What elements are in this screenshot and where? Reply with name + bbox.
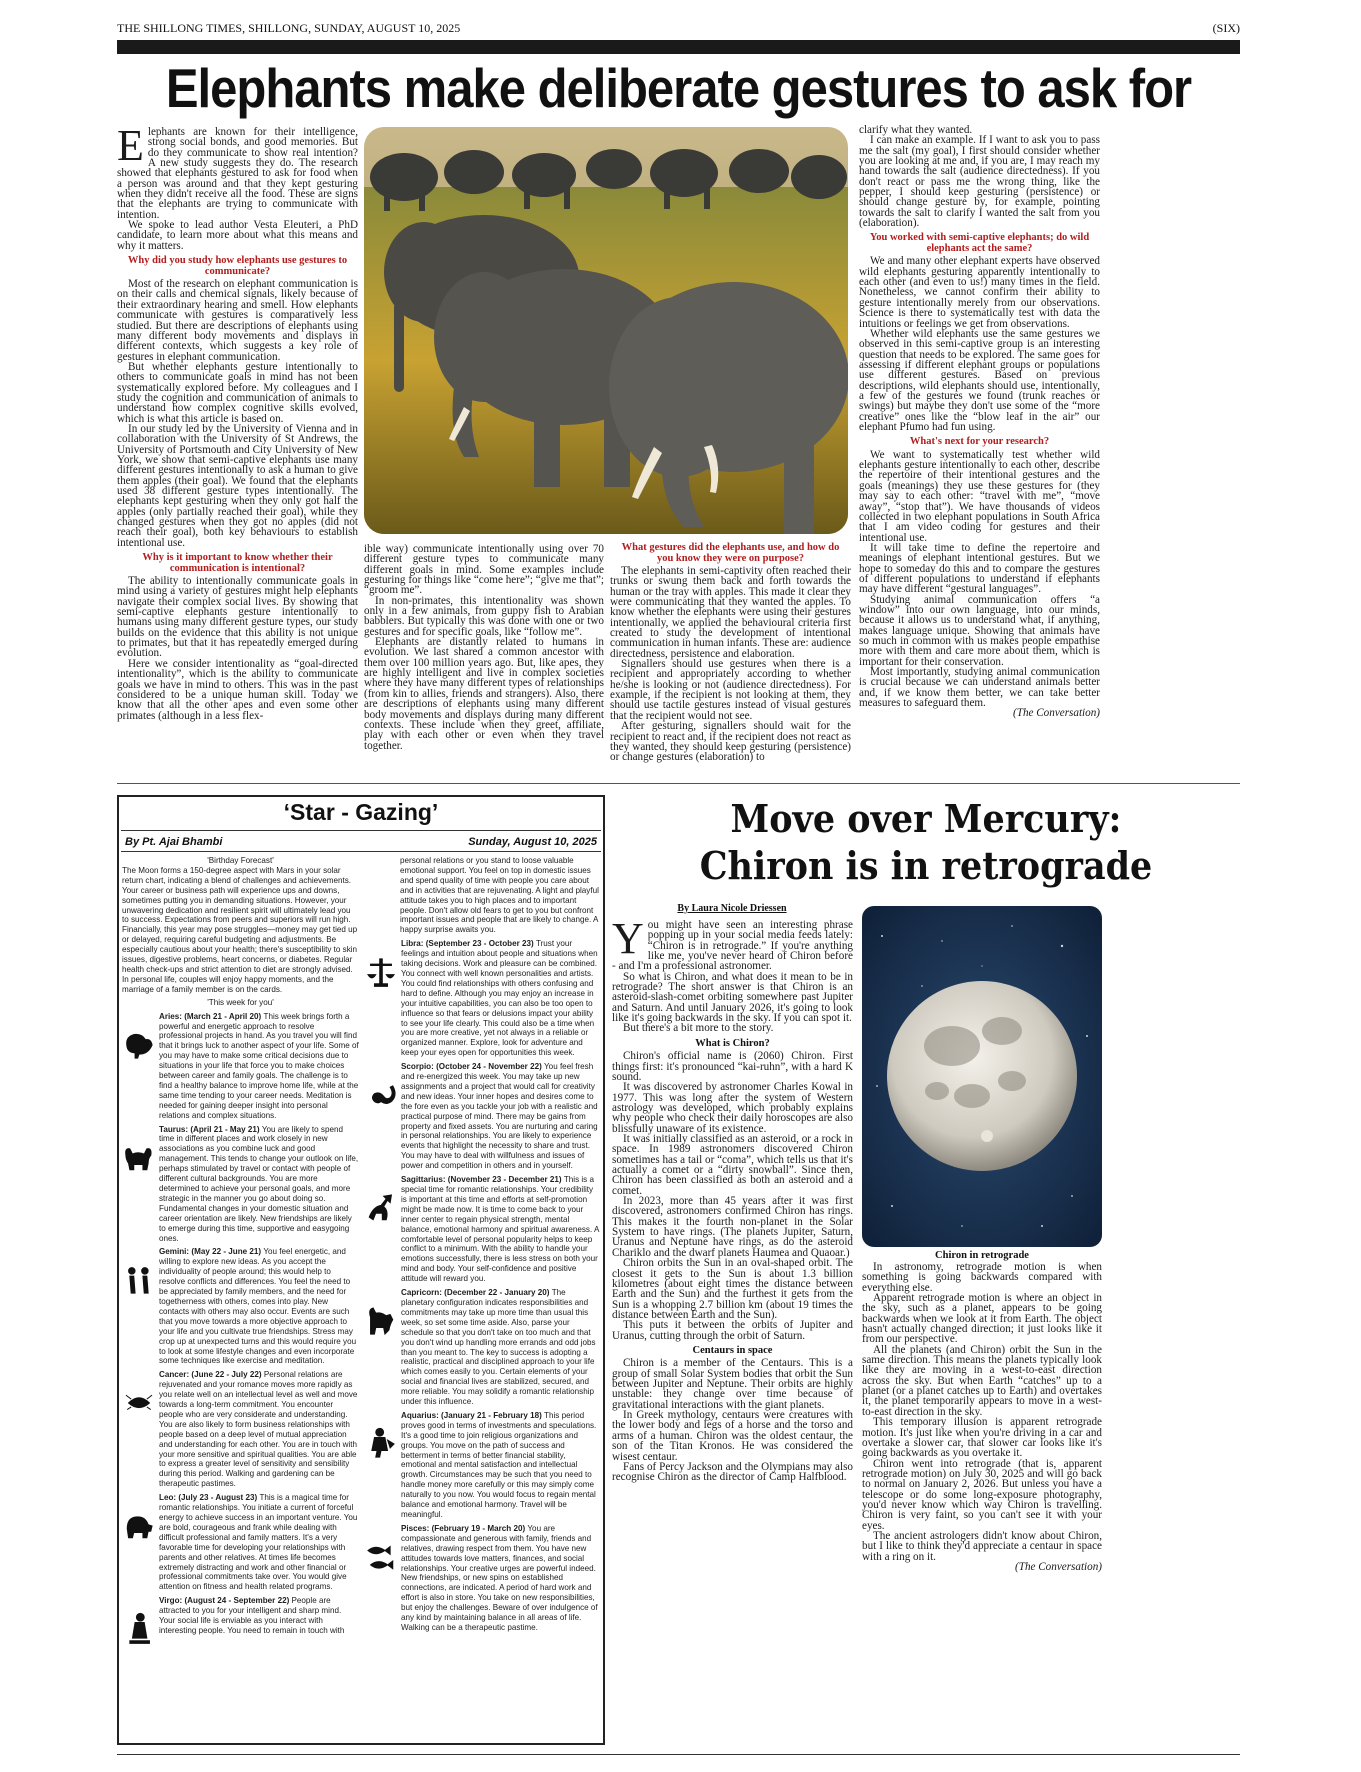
paragraph: Apparent retrograde motion is where an object in the sky, such as a planet, appears to be going backwards when we look at it from Earth. The object hasn't actually changed direction; it just looks like it from our perspective. xyxy=(862,1292,1102,1346)
paragraph: Most of the research on elephant communication is on their calls and chemical signals, likely because of their extraordinary hearing and smell. How elephants communicate with gestures is comparatively less studied. But there are descriptions of elephants using many different body movements and displays in different contexts, which suggests a key role of gestures in elephant communication. xyxy=(117,278,358,363)
horoscope-entry xyxy=(364,1175,600,1284)
horoscope-text: Cancer: (June 22 - July 22) Personal relations are rejuvenated and your romance moves more rapidly as you relate well on an intellectual level as well and move towards a long-term commitment. You encounter people who are very considerate and understanding. You are also likely to form business relationships with people based on a deep level of mutual appreciation and understanding for each other. You are in touch with your more sensitive and spiritual qualities. You are able to express a greater level of sensitivity and sensibility during this period. Walking and gardening can be therapeutic pastimes. xyxy=(159,1370,358,1489)
horoscope-text: Aquarius: (January 21 - February 18) This period proves good in terms of investments and speculations. It's a good time to join religious organizations and groups. You move on the path of success and betterment in terms of better financial stability, emotional and mental satisfaction and intellectual growth. Circumstances may be such that you need to handle money more carefully or this may simply come naturally to you now. You would focus to regain mental balance and emotional harmony. Travel will be meaningful. xyxy=(401,1410,597,1519)
headline-line-1: Move over Mercury: xyxy=(730,796,1122,841)
paragraph: It was discovered by astronomer Charles Kowal in 1977. This was long after the system of Western astrology was developed, which probably explains why people who check their daily horoscopes are also blissfully unaware of its existence. xyxy=(612,1081,853,1135)
paragraph: It will take time to define the repertoire and meanings of elephant intentional gestures. But we hope to someday do this and to compare the gestures of different populations to understand if elephants may have different “gestural languages”. xyxy=(859,541,1100,596)
week-heading: 'This week for you' xyxy=(207,997,274,1007)
article-credit: (The Conversation) xyxy=(1013,707,1100,720)
horoscope-entry xyxy=(122,1125,359,1244)
paragraph: In astronomy, retrograde motion is when something is going backwards compared with everything else. xyxy=(862,1262,1102,1294)
sign-name: Capricorn: (December 22 - January 20) xyxy=(401,1288,552,1298)
horoscope-entry xyxy=(364,1062,600,1171)
horoscope-text: Scorpio: (October 24 - November 22) You feel fresh and re-energized this week. You may take up new assignments and a project that would call for creativity and new ideas. Your inner hopes and desires come to the fore even as you tackle your job with a realistic and practical purpose of mind. There may be gains from property and fixed assets. You are nurturing and caring in personal relationships. You are likely to experience events that highlight the necessity to share and trust. You may have to deal with willfulness and issues of power and competition in others and in yourself. xyxy=(401,1062,598,1171)
sign-name: Aquarius: (January 21 - February 18) xyxy=(401,1410,545,1420)
stargazing-author: By Pt. Ajai Bhambi xyxy=(125,836,223,848)
subheading: Centaurs in space xyxy=(692,1344,773,1356)
paragraph: But there's a bit more to the story. xyxy=(623,1022,774,1035)
sign-name: Leo: (July 23 - August 23) xyxy=(159,1493,260,1503)
drop-cap: Y xyxy=(612,920,644,963)
page-number: (SIX) xyxy=(1212,21,1240,35)
paragraph: All the planets (and Chiron) orbit the Sun in the same direction. This means the planets typically look like they are moving in a west-to-east direction across the sky. But when Earth “catches” up to a planet (or a planet catches up to Earth) and overtakes it, the planet temporarily appears to move in a west-to-east direction in the sky. xyxy=(862,1343,1102,1418)
page-bottom-rule xyxy=(117,1754,1240,1755)
horoscope-text: Libra: (September 23 - October 23) Trust your feelings and intuition about people and situations when taking decisions. Work and pleasure can be combined. You connect with well known personalities and artists. You could find relationships with others confusing and hard to define. Although you may enjoy an increase in your intuitive capabilities, you can also be too open to influence so that fears or delusions impact your ability to see your life clearly. This could also be a time when you are more creative, yet not always in a reliable or organized manner. Explore, look for adventure and keep your eyes open for opportunities this week. xyxy=(401,939,598,1058)
paragraph: Here we consider intentionality as “goal-directed intentionality”, which is the ability to communicate goals we have in mind to others. This was in the past considered to be a unique human skill. Today we know that all the other apes and even some other primates (although in a less flex- xyxy=(117,657,358,722)
article-column-2 xyxy=(364,544,604,775)
paragraph: In non-primates, this intentionality was shown only in a few animals, from guppy fish to Arabian babblers. But typically this was done with one or two gestures and for specific goals, like “follow me”. xyxy=(364,594,604,638)
continued-text: personal relations or you stand to loose valuable emotional support. You feel on top in domestic issues and spend quality of time with people you care about and in activities that are rejuvenating. A light and playful attitude takes you to high places and to important people. Don't allow old fears to get to you but confront important issues and people that are likely to change. A happy surprise awaits you. xyxy=(400,856,599,935)
stargazing-title: ‘Star - Gazing’ xyxy=(283,799,439,825)
paragraph: Chiron's official name is (2060) Chiron. First things first: it's pronounced “kai-ruhn”, with a hard K sound. xyxy=(612,1050,853,1083)
article-column-4 xyxy=(859,125,1100,775)
moon-photo xyxy=(862,906,1102,1247)
drop-cap: E xyxy=(117,127,144,170)
subheading: You worked with semi-captive elephants; do wild elephants act the same? xyxy=(869,232,1090,254)
paragraph: Chiron went into retrograde (that is, apparent retrograde motion) on July 30, 2025 and will go back to normal on January 2, 2026. But unless you have a telescope or do some long-exposure photography, you'd never know which way Chiron is travelling. Chiron is very faint, so you can't see it with your eyes. xyxy=(862,1457,1102,1532)
paragraph: It was initially classified as an asteroid, or a rock in space. In 1989 astronomers discovered Chiron sometimes has a tail or “coma”, which tells us that it's actually a comet or a “dirty snowball”. Since then, Chiron has been classified as both an asteroid and a comet. xyxy=(612,1133,853,1197)
horoscope-text: Capricorn: (December 22 - January 20) The planetary configuration indicates responsibilities and commitments may take up more time than usual this week, so set some time aside. Also, parse your schedule so that you don't take on too much and that you don't wind up handling more errands and odd jobs than you meant to. The key to success is adopting a realistic, practical and disciplined approach to your life which comes easily to you. Certain elements of your social and financial lives are stabilized, secured, and more reliable. You may solidify a romantic relationship under this influence. xyxy=(401,1288,596,1407)
paragraph: But whether elephants gesture intentionally to others to communicate goals in mind has not been systematically explored before. My colleagues and I study the cognition and communication of animals to understand how complex cognitive skills evolved, which is what this article is based on. xyxy=(117,360,358,425)
sign-name: Libra: (September 23 - October 23) xyxy=(401,939,536,949)
moon-illustration xyxy=(862,906,1102,1247)
paragraph: Chiron orbits the Sun in an oval-shaped orbit. The closest it gets to the Sun is about 1.3 billion kilometres (about eight times the distance between Earth and the Sun) and the furthest it gets from the Sun is a whopping 2.7 billion km (about 19 times the distance between Earth and the Sun). xyxy=(612,1257,853,1321)
horoscope-entry xyxy=(364,1411,600,1520)
horoscope-entry xyxy=(364,1288,600,1407)
horoscope-entry xyxy=(122,1012,359,1121)
article-column-1 xyxy=(117,127,358,775)
sign-name: Cancer: (June 22 - July 22) xyxy=(159,1370,264,1380)
horoscope-entry xyxy=(364,1524,600,1633)
horoscope-column-2 xyxy=(364,856,600,1742)
paragraph: ou might have seen an interesting phrase popping up in your social media feeds lately: “Chiron is in retrograde.” If you're anything like me, you've never heard of Chiron before - and I'm a professional astronomer. xyxy=(612,920,853,973)
paragraph: This temporary illusion is apparent retrograde motion. It's just like when you're driving in a car and overtake a slower car, that slower car looks like it's going backwards as you overtake it. xyxy=(862,1416,1102,1460)
divider xyxy=(121,830,601,831)
horoscope-text: Gemini: (May 22 - June 21) You feel energetic, and willing to explore new ideas. As you accept the individuality of people around; this would help to resolve conflicts and differences. You feel the need to be appreciated by family members, and the need for togetherness with others, comes into play. New contacts with others may also occur. Events are such that you move towards a more objective approach to your life and you cultivate true friendships. Stress may crop up at unexpected turns and this would require you to look at some lifestyle changes and even incorporate some techniques like exercise and meditation. xyxy=(159,1247,357,1366)
article-column-3 xyxy=(610,538,851,775)
horoscope-text: Leo: (July 23 - August 23) This is a magical time for romantic relationships. You initiate a current of forceful energy to achieve success in an important venture. You are bold, courageous and frank while dealing with difficult professional and family matters. It's a very favorable time for developing your relationships with parents and other relatives. At times life becomes extremely distracting and work and other financial or professional commitments take over. You would give attention on fitness and health related programs. xyxy=(159,1493,358,1592)
sign-list xyxy=(364,939,600,1633)
fish-icon xyxy=(364,1540,398,1574)
sign-name: Pisces: (February 19 - March 20) xyxy=(401,1523,528,1533)
paragraph: After gesturing, signallers should wait for the recipient to react and, if the recipient does not react as they wanted, they should keep gesturing (persistence) or change gestures (elaboration) to xyxy=(610,720,851,764)
headline-line-2: Chiron is in retrograde xyxy=(699,843,1153,888)
paragraph: We spoke to lead author Vesta Eleuteri, a PhD candidate, to learn more about what this means and why it matters. xyxy=(117,219,358,252)
paragraph: The elephants in semi-captivity often reached their trunks or swung them back and forth towards the human or the tray with apples. This made it clear they were communicating that they wanted the apples. To know whether the elephants were using their gestures intentionally, we applied the behavioural criteria first created to study the development of intentional communication in human infants. These are: audience directedness, persistence and elaboration. xyxy=(610,565,851,660)
chiron-column-2 xyxy=(862,1262,1102,1747)
header-date-line: THE SHILLONG TIMES, SHILLONG, SUNDAY, AUGUST 10, 2025 xyxy=(117,21,461,35)
sign-name: Taurus: (April 21 - May 21) xyxy=(159,1124,262,1134)
main-headline: Elephants make deliberate gestures to ask for xyxy=(165,58,1192,120)
paragraph: In 2023, more than 45 years after it was first discovered, astronomers confirmed Chiron has rings. This makes it the fourth non-planet in the Solar System to have rings. (The planets Jupiter, Saturn, Uranus and Neptune have rings, as do the asteroid Chariklo and the dwarf planets Haumea and Quaoar.) xyxy=(612,1195,853,1259)
sign-list xyxy=(122,1012,359,1647)
horoscope-entry xyxy=(122,1493,359,1592)
paragraph: Whether wild elephants use the same gestures we observed in this semi-captive group is an interesting question that needs to be explored. The same goes for assessing if different elephant groups or populations use different gestures. Based on previous descriptions, wild elephants should use, intentionally, a few of the gestures we found (trunk reaches or swings) but maybe they don't use some of the “more creative” ones like the “blow leaf in the air” our elephant Pfumo had fun using. xyxy=(859,327,1100,433)
divider xyxy=(121,851,601,852)
horoscope-text: Virgo: (August 24 - September 22) People are attracted to you for your intelligent and sharp mind. Your social life is enviable as you interact with interesting people. You need to remain in touch with xyxy=(159,1596,345,1635)
paragraph: Fans of Percy Jackson and the Olympians may also recognise Chiron as the director of Camp Halfblood. xyxy=(612,1460,853,1484)
subheading: Why did you study how elephants use gestures to communicate? xyxy=(127,255,348,277)
lion-icon xyxy=(122,1509,156,1543)
sign-name: Aries: (March 21 - April 20) xyxy=(159,1011,264,1021)
bull-icon xyxy=(122,1141,156,1175)
virgin-icon xyxy=(122,1612,156,1646)
paragraph: This puts it between the orbits of Jupiter and Uranus, cutting through the orbit of Saturn. xyxy=(612,1319,853,1342)
subheading: Why is it important to know whether their communication is intentional? xyxy=(142,552,333,574)
sign-name: Sagittarius: (November 23 - December 21) xyxy=(401,1175,564,1185)
subheading: What is Chiron? xyxy=(695,1037,770,1049)
paragraph: Elephants are distantly related to humans in evolution. We last shared a common ancestor with them over 100 million years ago. But, like apes, they are highly intelligent and live in complex societies where they have many different types of relationships (from kin to allies, friends and strangers). Also, there are descriptions of elephants using many different body movements and displays during many different contexts. These include when they greet, affiliate, play with each other or even when they travel together. xyxy=(364,636,604,752)
paragraph: So what is Chiron, and what does it mean to be in retrograde? The short answer is that Chiron is an asteroid-slash-comet orbiting somewhere past Jupiter and Saturn. And until January 2026, it's going to look like it's going backwards in the sky. If you can spot it. xyxy=(612,970,853,1025)
article-credit: (The Conversation) xyxy=(1015,1560,1102,1573)
paragraph: lephants are known for their intelligence, strong social bonds, and good memories. But do they communicate to show real intention? A new study suggests they do. The research showed that elephants gestured to ask for food when a person was around and that they kept gesturing when they didn't receive all the food. These are signs that the elephants are trying to communicate with intention. xyxy=(117,127,358,221)
section-divider xyxy=(117,783,1240,784)
birthday-heading: 'Birthday Forecast' xyxy=(207,856,274,865)
paragraph: ible way) communicate intentionally using over 70 different gesture types to communicate many different goals in mind. Some examples include gesturing for things like “come here”; “give me that”; “groom me”. xyxy=(364,544,604,597)
paragraph: In Greek mythology, centaurs were creatures with the lower body and legs of a horse and the torso and arms of a human. Chiron was the oldest centaur, the son of the Titan Kronos. He was considered the wisest centaur. xyxy=(612,1409,853,1463)
paragraph: In our study led by the University of Vienna and in collaboration with the University of St Andrews, the University of Portsmouth and City University of New York, we show that semi-captive elephants use many different gestures intentionally to ask a human to give them apples (their goal). We found that the elephants used 38 different gesture types intentionally. The elephants kept gesturing when they only got half the apples (only partially reached their goal), while they changed gestures when they got no apples (did not reach their goal), both key behaviours to establish intentional use. xyxy=(117,422,358,549)
horoscope-entry xyxy=(122,1596,359,1646)
horoscope-text: Aries: (March 21 - April 20) This week brings forth a powerful and energetic approach to resolve professional projects in hand. As you travel you will find that it brings luck to another aspect of your life. Some of you may have to make some critical decisions due to situations in your life that force you to make choices between career and family goals. The challenge is to find a healthy balance to improve home life, while at the same time tending to your career needs. Meditation is needed for gaining deeper insight into personal relations and complex situations. xyxy=(159,1011,359,1120)
paragraph: We and many other elephant experts have observed wild elephants gesturing apparently intentionally to each other (and even to us!) many times in the field. Nonetheless, we cannot confirm their ability to gesture intentionally merely from our observations. Science is there to systematically test with data the intuitions or feelings we get from observations. xyxy=(859,255,1100,330)
stargazing-date: Sunday, August 10, 2025 xyxy=(468,836,597,848)
birthday-forecast: The Moon forms a 150-degree aspect with Mars in your solar return chart, indicating a blend of challenges and achievements. Your career or business path will experience ups and downs, sometimes putting you in demanding situations. However, your unwavering dedication and resilient spirit will ultimately lead you to success. Expectations from peers and superiors will run high. Financially, this year may pose struggles—money may get tied up or delayed, requiring careful budgeting and adjustments. Be especially cautious about your health; there's susceptibility to skin issues, digestive problems, heart concerns, or diabetes. Regular health check-ups and strict attention to diet are strongly advised. In personal life, couples will enjoy happy moments, and the marriage of a family member is on the cards. xyxy=(122,865,358,994)
chiron-column-1 xyxy=(612,920,853,1745)
paragraph: Chiron is a member of the Centaurs. This is a group of small Solar System bodies that orbit the Sun between Jupiter and Neptune. Their orbits are highly unstable: they change over time because of gravitational interactions with the giant planets. xyxy=(612,1357,853,1411)
horoscope-entry xyxy=(364,939,600,1058)
chiron-byline: By Laura Nicole Driessen xyxy=(677,903,787,914)
sign-name: Scorpio: (October 24 - November 22) xyxy=(401,1062,545,1072)
paragraph: clarify what they wanted. xyxy=(859,125,973,136)
paragraph: Most importantly, studying animal communication is crucial because we can understand animals better and, if we know them better, we can take better measures to safeguard them. xyxy=(859,666,1100,710)
scorpion-icon xyxy=(364,1078,398,1112)
paragraph: Signallers should use gestures when there is a recipient and appropriately according to whether he/she is looking or not (audience directedness). For example, if the recipient is not looking at them, they should use tactile gestures instead of visual gestures that the recipient would not see. xyxy=(610,658,851,722)
paragraph: We want to systematically test whether wild elephants gesture intentionally to each other, describe the repertoire of their intentional gestures and the goals (meanings) they use these gestures for (they may say to each other: “travel with me”, “move away”, “stop that”). We have thousands of videos collected in two elephant populations in South Africa that I am video coding for gestures and their intentional use. xyxy=(859,448,1100,544)
sign-name: Virgo: (August 24 - September 22) xyxy=(159,1596,292,1606)
horoscope-text: Taurus: (April 21 - May 21) You are likely to spend time in different places and work closely in new associations as you combine luck and good management. This tends to change your outlook on life, perhaps stimulated by travel or contact with people of different cultural backgrounds. You are more determined to achieve your personal goals, and more strategic in the manner you go about doing so. Fundamental changes in your domestic situation and career orientation are likely. New friendships are likely to emerge during this time, supportive and easygoing ones. xyxy=(159,1124,359,1243)
crab-icon xyxy=(122,1386,156,1420)
header-bar xyxy=(117,40,1240,54)
paragraph: I can make an example. If I want to ask you to pass me the salt (my goal), I first should consider whether you are looking at me and, if you are, I may reach my hand towards the salt (audience directedness). If you don't react or pass me the wrong thing, like the pepper, I should keep gesturing (persistence) or should change gesture by, for example, pointing towards the salt to clarify I wanted the salt from you (elaboration). xyxy=(859,134,1100,230)
subheading: What gestures did the elephants use, and how do you know they were on purpose? xyxy=(621,542,840,564)
subheading: What's next for your research? xyxy=(909,436,1050,448)
archer-icon xyxy=(364,1191,398,1225)
paragraph: Studying animal communication offers “a window” into our own language, into our minds, because it allows us to understand what, if anything, makes language unique. Showing that animals have so much in common with us makes people empathise more with them and care more about them, which is important for their conservation. xyxy=(859,593,1100,668)
scales-icon xyxy=(364,955,398,989)
horoscope-entry xyxy=(122,1247,359,1366)
horoscope-column-1 xyxy=(122,856,359,1742)
horoscope-entry xyxy=(122,1370,359,1489)
sign-name: Gemini: (May 22 - June 21) xyxy=(159,1247,264,1257)
page-header xyxy=(117,18,1240,38)
ram-icon xyxy=(122,1028,156,1062)
water-bearer-icon xyxy=(364,1427,398,1461)
horoscope-text: Sagittarius: (November 23 - December 21) This is a special time for romantic relationships. Your credibility is important at this time and efforts at self-promotion might be made now. It is time to come back to your inner center to regain physical strength, mental balance, emotional harmony and spiritual awareness. A comfortable level of personal popularity helps to keep conflict to a minimum. With the ability to handle your emotions successfully, there is less stress on both your mind and body. Your self-confidence and positive attitude will reward you. xyxy=(401,1175,599,1284)
twins-icon xyxy=(122,1263,156,1297)
goat-icon xyxy=(364,1304,398,1338)
chiron-headline xyxy=(637,795,1215,897)
elephant-herd-illustration xyxy=(364,127,848,534)
paragraph: The ability to intentionally communicate goals in mind using a variety of gestures might help elephants navigate their complex social lives. By showing that semi-captive elephants gesture intentionally to humans using many different gesture types, our study builds on the evidence that this ability is not unique to primates, but that it has repeatedly emerged during evolution. xyxy=(117,575,358,660)
horoscope-text: Pisces: (February 19 - March 20) You are compassionate and generous with family, friends and relatives, drawing respect from them. You have new attitudes towards love matters, finances, and social relationships. Your creative urges are powerful indeed. New friendships, or new spins on established connections, are indicated. A period of hard work and effort is also in store. You take on new responsibilities, but enjoy the challenges. Beware of over indulgence of any kind by maintaining balance in all areas of life. Walking can be a therapeutic pastime. xyxy=(401,1523,598,1632)
paragraph: The ancient astrologers didn't know about Chiron, but I like to think they'd appreciate a centaur in space with a ring on it. xyxy=(862,1529,1102,1563)
moon-caption: Chiron in retrograde xyxy=(935,1250,1029,1261)
elephant-photo xyxy=(364,127,848,534)
